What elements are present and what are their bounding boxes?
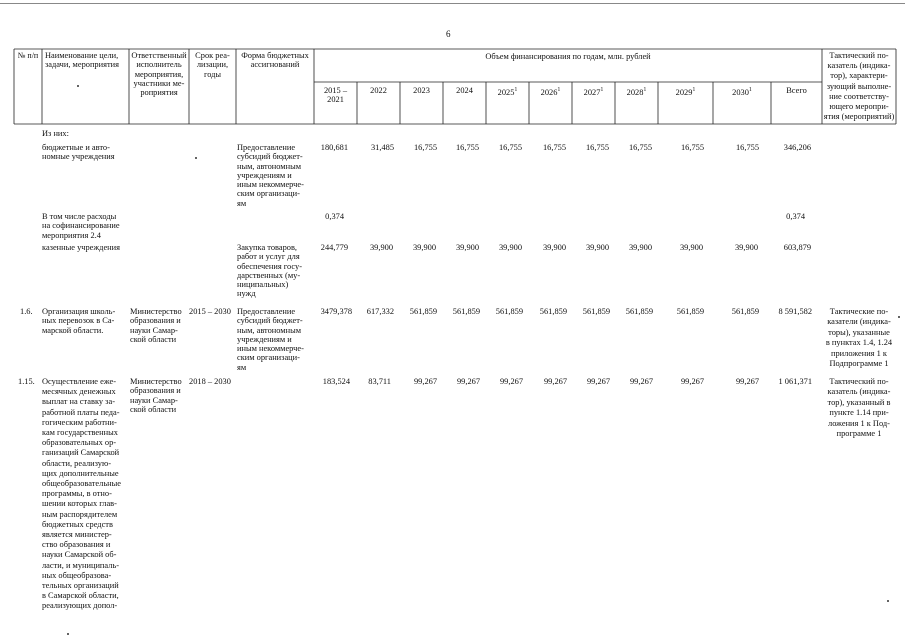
- row-1-15-term: 2018 – 2030: [189, 377, 231, 386]
- header-name: Наименование цели, задачи, мероприятия: [45, 51, 119, 70]
- year-2029: 2029$^1$: [675, 87, 696, 97]
- row-kazennye-val-2023: 39,900: [412, 243, 436, 252]
- year-2028: 2028$^1$: [626, 87, 647, 97]
- row-1-6-val-2015-2021: 3479,378: [320, 307, 352, 316]
- row-1-15-val-2023: 99,267: [413, 377, 437, 386]
- row-budget-val-2027: 16,755: [585, 143, 609, 152]
- row-cofin-val-total: 0,374: [786, 212, 805, 221]
- row-kazennye-form: Закупка товаров, работ и услуг для обеспечения госу- дарственных (му- ниципальных) нужд: [237, 243, 303, 299]
- row-1-6-val-2030: 561,859: [731, 307, 759, 316]
- page-number: 6: [446, 29, 451, 39]
- row-kazennye-val-2022: 39,900: [369, 243, 393, 252]
- row-budget-val-2023: 16,755: [413, 143, 437, 152]
- header-form: Форма бюджетных ассигнований: [241, 51, 309, 70]
- row-1-6-val-2029: 561,859: [676, 307, 704, 316]
- row-1-15-val-2025: 99,267: [499, 377, 523, 386]
- row-cofin-name: В том числе расходы на софинансирование мероприятия 2.4: [42, 212, 120, 240]
- row-1-15-val-2022: 83,711: [368, 377, 391, 386]
- scan-speck: [898, 316, 900, 318]
- row-kazennye-val-2026: 39,900: [542, 243, 566, 252]
- row-1-6-val-2023: 561,859: [409, 307, 437, 316]
- year-2027: 2027$^1$: [583, 87, 604, 97]
- row-1-6-term: 2015 – 2030: [189, 307, 231, 316]
- row-1-6-val-2028: 561,859: [625, 307, 653, 316]
- header-indicator: Тактический по- казатель (индика- тор), характери- зующий выполне- ние соответству- ющего меропри- ятия (мероприятий): [823, 51, 895, 122]
- year-total: Всего: [786, 86, 807, 95]
- row-1-6-val-2027: 561,859: [582, 307, 610, 316]
- row-budget-val-2029: 16,755: [680, 143, 704, 152]
- row-kazennye-val-2029: 39,900: [679, 243, 703, 252]
- row-1-6-val-2026: 561,859: [539, 307, 567, 316]
- row-1-15-val-2028: 99,267: [629, 377, 653, 386]
- scan-speck: [67, 633, 69, 635]
- row-kazennye-val-2028: 39,900: [628, 243, 652, 252]
- row-1-6-executor: Министерство образования и науки Самар- ской области: [130, 307, 182, 344]
- scan-speck: [77, 85, 79, 87]
- header-volume: Объем финансирования по годам, млн. рублей: [485, 52, 651, 61]
- row-1-15-num: 1.15.: [18, 377, 35, 386]
- row-budget-val-2026: 16,755: [542, 143, 566, 152]
- row-1-15-val-total: 1 061,371: [778, 377, 812, 386]
- row-budget-form: Предоставление субсидий бюджет- ным, автономным учреждениям и иным некоммерче- ским организаци- ям: [237, 143, 304, 208]
- row-budget-val-total: 346,206: [783, 143, 811, 152]
- row-1-6-val-2024: 561,859: [452, 307, 480, 316]
- row-1-15-val-2015-2021: 183,524: [322, 377, 350, 386]
- row-budget-val-2025: 16,755: [498, 143, 522, 152]
- row-budget-val-2028: 16,755: [628, 143, 652, 152]
- header-num: № п/п: [17, 51, 39, 60]
- row-kazennye-name: казенные учреждения: [42, 243, 120, 252]
- row-1-6-form: Предоставление субсидий бюджет- ным, автономным учреждениям и иным некоммерче- ским организаци- ям: [237, 307, 304, 372]
- row-1-15-val-2024: 99,267: [456, 377, 480, 386]
- year-2022: 2022: [370, 86, 387, 95]
- row-1-15-val-2029: 99,267: [680, 377, 704, 386]
- row-kazennye-val-2030: 39,900: [734, 243, 758, 252]
- row-1-6-name: Организация школь- ных перевозок в Са- марской области.: [42, 307, 116, 335]
- row-kazennye-val-2025: 39,900: [498, 243, 522, 252]
- row-1-15-executor: Министерство образования и науки Самар- ской области: [130, 377, 182, 414]
- row-1-15-val-2030: 99,267: [735, 377, 759, 386]
- header-term: Срок реа- лизации, годы: [195, 51, 230, 79]
- row-1-6-indicator: Тактические по- казатели (индика- торы), указанные в пунктах 1.4, 1.24 приложения 1 к Подпрограмме 1: [825, 307, 893, 369]
- scan-speck: [195, 157, 197, 159]
- row-kazennye-val-2027: 39,900: [585, 243, 609, 252]
- row-1-6-num: 1.6.: [20, 307, 33, 316]
- row-kazennye-val-2024: 39,900: [455, 243, 479, 252]
- year-2015-2021: 2015 – 2021: [323, 86, 348, 105]
- row-1-15-name: Осуществление еже- месячных денежных выплат на ставку за- работной платы педа- гогическим работни- кам государственных образовательных ор- ганизаций Самарской области, реализую- щих дополнительные общеобразовательные программы, в отно- шении которых глав- ным распорядителем бюджетных средств является министер- ство образования и науки Самарской об- ласти, и муниципаль- ных общеобразова- тельных организаций в Самарской области, реализующих допол-: [42, 377, 121, 611]
- row-iz-nih-label: Из них:: [42, 129, 69, 138]
- row-1-6-val-2022: 617,332: [366, 307, 394, 316]
- row-cofin-val-2015-2021: 0,374: [325, 212, 344, 221]
- row-budget-val-2022: 31,485: [370, 143, 394, 152]
- year-2025: 2025$^1$: [497, 87, 518, 97]
- row-1-15-val-2027: 99,267: [586, 377, 610, 386]
- row-kazennye-val-total: 603,879: [783, 243, 811, 252]
- row-budget-val-2024: 16,755: [455, 143, 479, 152]
- year-2024: 2024: [456, 86, 473, 95]
- row-budget-name: бюджетные и авто- номные учреждения: [42, 143, 115, 162]
- row-1-6-val-2025: 561,859: [495, 307, 523, 316]
- row-budget-val-2015-2021: 180,681: [320, 143, 348, 152]
- year-2026: 2026$^1$: [540, 87, 561, 97]
- year-2030: 2030$^1$: [732, 87, 752, 97]
- header-executor: Ответственный исполнитель мероприятия, участники ме- роприятия: [131, 51, 187, 98]
- row-budget-val-2030: 16,755: [735, 143, 759, 152]
- row-1-15-indicator: Тактический по- казатель (индика- тор), указанный в пункте 1.14 при- ложения 1 к Под- программе 1: [827, 377, 891, 439]
- row-1-6-val-total: 8 591,582: [778, 307, 812, 316]
- row-1-15-val-2026: 99,267: [543, 377, 567, 386]
- scan-speck: [887, 600, 889, 602]
- row-kazennye-val-2015-2021: 244,779: [320, 243, 348, 252]
- year-2023: 2023: [413, 86, 430, 95]
